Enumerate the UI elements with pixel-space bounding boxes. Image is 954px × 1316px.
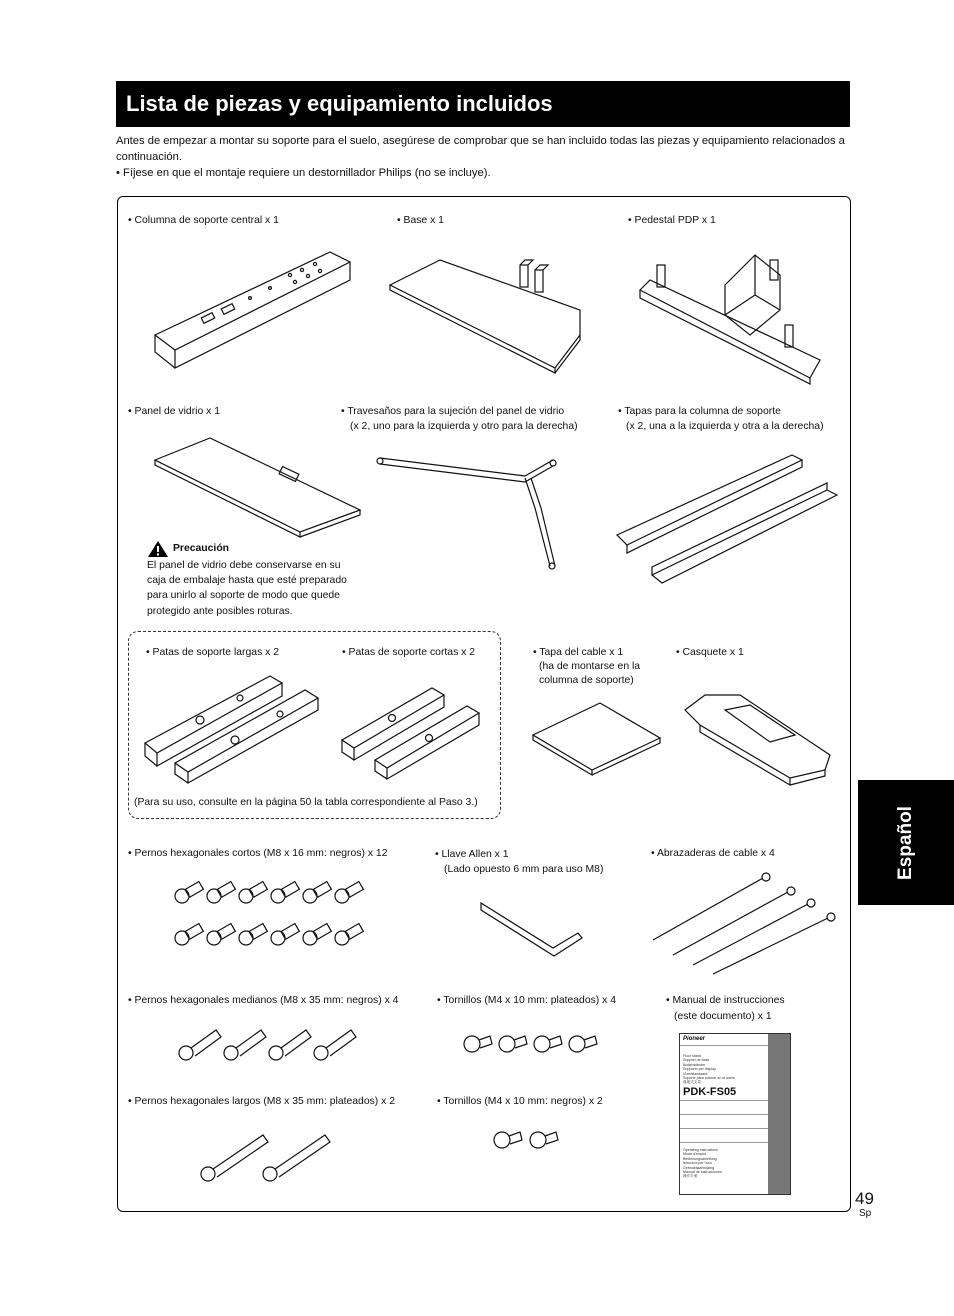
label-legs-note: (Para su uso, consulte en la página 50 la tabla correspondiente al Paso 3.): [134, 797, 478, 808]
label-cable-cover-3: columna de soporte): [539, 675, 634, 686]
label-pedestal: • Pedestal PDP x 1: [628, 215, 716, 226]
label-allen-1: • Llave Allen x 1: [435, 849, 509, 860]
manual-line: Mode d'emploi: [683, 1152, 707, 1157]
manual-line: 落地式支架: [683, 1080, 701, 1085]
label-bolts-short: • Pernos hexagonales cortos (M8 x 16 mm: negros) x 12: [128, 848, 388, 859]
cap-illustration: [680, 690, 835, 785]
manual-model: PDK-FS05: [683, 1086, 737, 1098]
label-screws-black: • Tornillos (M4 x 10 mm: negros) x 2: [437, 1096, 603, 1107]
manual-line: Gebruiksaanwijzing: [683, 1165, 715, 1170]
intro-bullet: • Fíjese en que el montaje requiere un destornillador Philips (no se incluye).: [116, 167, 491, 179]
plated-screws-illustration: [462, 1030, 602, 1062]
label-caps-2: (x 2, una a la izquierda y otra a la derecha): [626, 421, 824, 432]
allen-key-illustration: [478, 898, 588, 958]
manual-rule: [680, 1142, 768, 1143]
manual-line: Bedienungsanleitung: [683, 1156, 717, 1161]
label-crossbar-2: (x 2, uno para la izquierda y otro para la derecha): [350, 421, 578, 432]
label-bolts-medium: • Pernos hexagonales medianos (M8 x 35 mm: negros) x 4: [128, 995, 399, 1006]
cable-cover-illustration: [530, 700, 665, 775]
crossbar-illustration: [375, 448, 565, 573]
manual-rule: [680, 1128, 768, 1129]
manual-line: Operating instructions: [683, 1148, 718, 1152]
manual-line: 操作手冊: [683, 1174, 698, 1179]
caps-illustration: [612, 435, 842, 585]
manual-rule: [680, 1045, 768, 1046]
manual-rule: [680, 1114, 768, 1115]
label-column: • Columna de soporte central x 1: [128, 215, 279, 226]
manual-line: Istruzioni per l'uso: [683, 1161, 712, 1166]
manual-line: Bodenständer: [683, 1062, 706, 1067]
label-allen-2: (Lado opuesto 6 mm para uso M8): [444, 864, 604, 875]
manual-line: Manual de instrucciones: [683, 1170, 722, 1175]
label-manual-1: • Manual de instrucciones: [666, 995, 785, 1006]
label-cable-cover-1: • Tapa del cable x 1: [533, 647, 624, 658]
label-legs-long: • Patas de soporte largas x 2: [146, 647, 280, 658]
caution-text: El panel de vidrio debe conservarse en su caja de embalaje hasta que esté preparado para unirlo al soporte de modo que quede protegido ante posibles roturas.: [147, 560, 347, 617]
base-illustration: [385, 250, 585, 375]
intro: [116, 133, 850, 181]
language-tab-label: Español: [895, 805, 916, 880]
label-glass: • Panel de vidrio x 1: [128, 406, 221, 417]
page-number: 49: [855, 1189, 874, 1208]
label-legs-short: • Patas de soporte cortas x 2: [342, 647, 476, 658]
manual-line: Soporte para colocar en el suelo: [683, 1076, 735, 1081]
short-bolts-illustration: [172, 880, 367, 955]
manual-line: Vloerstandaard: [683, 1071, 708, 1076]
label-cable-cover-2: (ha de montarse en la: [539, 661, 641, 672]
pedestal-illustration: [635, 250, 830, 385]
black-screws-illustration: [492, 1124, 564, 1156]
intro-text: Antes de empezar a montar su soporte para el suelo, asegúrese de comprobar que se han incluido todas las piezas y equipamiento relacionados a continuación.: [116, 135, 845, 163]
glass-illustration: [150, 435, 365, 535]
manual-bottom: [683, 1148, 722, 1179]
label-cap: • Casquete x 1: [676, 647, 744, 658]
label-bolts-long: • Pernos hexagonales largos (M8 x 35 mm: plateados) x 2: [128, 1096, 396, 1107]
page-language-code: Sp: [859, 1208, 872, 1219]
warning-triangle-icon: [147, 540, 169, 558]
manual-stripe: [768, 1034, 790, 1194]
label-caps-1: • Tapas para la columna de soporte: [618, 406, 781, 417]
title-bar: [116, 81, 850, 127]
label-screws-plated: • Tornillos (M4 x 10 mm: plateados) x 4: [437, 995, 616, 1006]
long-legs-illustration: [140, 668, 325, 783]
language-tab: [858, 780, 954, 905]
manual-cover: [679, 1033, 791, 1195]
manual-titles: [683, 1054, 735, 1085]
manual-brand: Pioneer: [683, 1036, 706, 1042]
manual-line: Floor stand: [683, 1054, 701, 1058]
short-legs-illustration: [337, 680, 497, 780]
page-title: Lista de piezas y equipamiento incluidos: [126, 91, 553, 116]
column-illustration: [150, 240, 355, 375]
label-manual-2: (este documento) x 1: [674, 1011, 772, 1022]
long-bolts-illustration: [198, 1130, 338, 1185]
manual-line: Support de base: [683, 1058, 710, 1063]
medium-bolts-illustration: [176, 1025, 361, 1065]
label-crossbar-1: • Travesaños para la sujeción del panel de vidrio: [341, 406, 565, 417]
caution-heading: Precaución: [173, 543, 230, 555]
manual-line: Supporto per display: [683, 1067, 716, 1072]
manual-rule: [680, 1100, 768, 1101]
label-ties: • Abrazaderas de cable x 4: [651, 848, 775, 859]
label-base: • Base x 1: [397, 215, 444, 226]
caution-note: [147, 540, 362, 619]
caution-heading-row: [147, 540, 362, 558]
cable-ties-illustration: [648, 870, 838, 975]
